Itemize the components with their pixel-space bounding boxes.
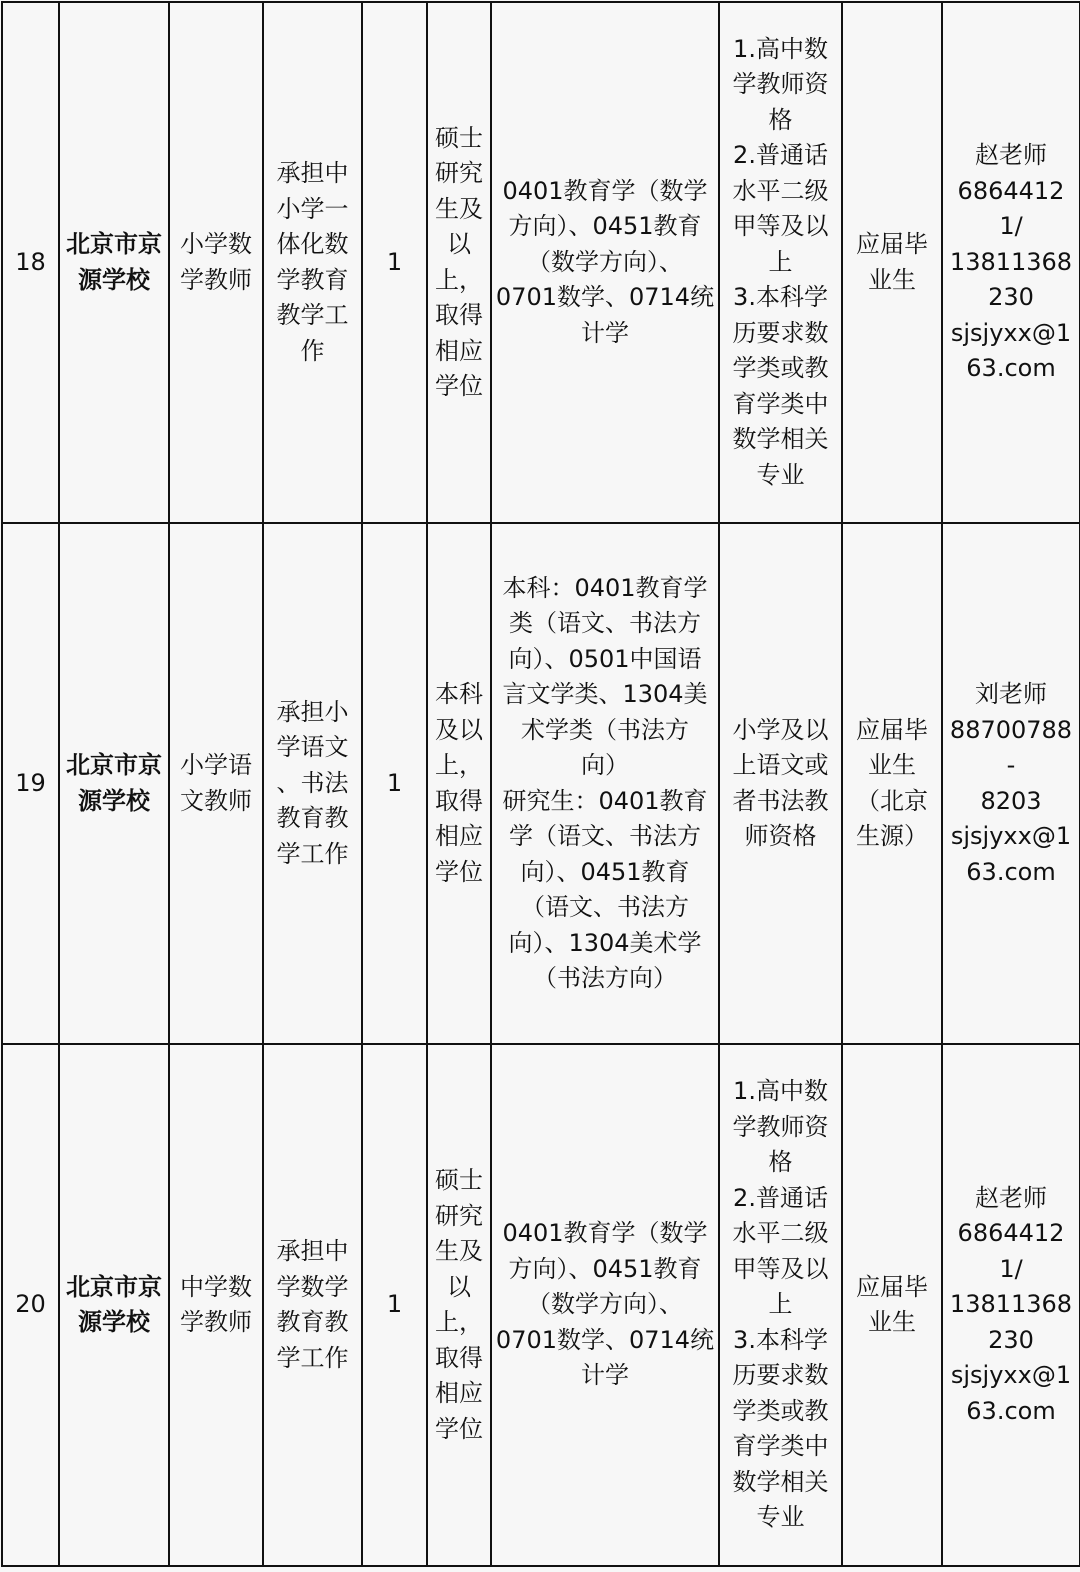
cell-line: （数学方向）、 (527, 1290, 683, 1319)
cell-line: 育学类中 (732, 389, 829, 418)
cell-line: 研究 (435, 1201, 483, 1230)
cell-line: 研究生：0401教育 (502, 786, 708, 815)
cell-line: 学教师 (180, 1308, 252, 1336)
cell-line: 赵老师 (975, 141, 1047, 170)
cell-line: sjsjyxx@1 (950, 822, 1072, 850)
duty-cell (263, 523, 362, 1044)
duty-cell (263, 2, 362, 523)
contact-cell (942, 523, 1080, 1044)
cell-line: 向） (581, 751, 629, 779)
count-cell: 1 (362, 523, 427, 1044)
duty-cell (263, 1044, 362, 1566)
cell-line: 0401教育学（数学 (502, 1219, 708, 1248)
cell-line: 230 (988, 283, 1034, 312)
cell-line: 上， (435, 265, 483, 294)
cell-line: 小学数 (180, 230, 252, 258)
cell-line: 68644121/ (957, 1219, 1065, 1283)
post-cell (169, 1044, 263, 1566)
cell-line: 应届毕 (856, 1272, 928, 1301)
cell-line: 赵老师 (975, 1183, 1047, 1212)
cell-line: 专业 (756, 1503, 805, 1532)
cell-line: 68644121/ (957, 176, 1065, 241)
education-cell (427, 523, 491, 1044)
cell-line: 历要求数 (732, 1361, 829, 1390)
cell-line: 硕士 (435, 123, 483, 152)
cell-line: sjsjyxx@1 (950, 1361, 1072, 1390)
cell-line: 研究 (435, 159, 483, 187)
cell-line: 刘老师 (975, 680, 1047, 708)
contact-cell (942, 1044, 1080, 1566)
requirements-cell (719, 2, 842, 523)
cell-line: 水平二级 (732, 1219, 829, 1248)
seq-cell: 20 (2, 1044, 59, 1566)
cell-line: 水平二级 (732, 176, 829, 205)
cell-line: 格 (768, 1148, 793, 1177)
cell-line: 生及 (435, 1237, 483, 1265)
cell-line: 者书法教 (732, 786, 829, 815)
cell-line: 学位 (435, 857, 483, 886)
requirements-cell (719, 523, 842, 1044)
cell-line: 学类或教 (732, 354, 829, 383)
cell-line: 小学语 (180, 751, 252, 779)
cell-line: 上 (768, 1290, 793, 1319)
cell-line: 学位 (435, 372, 483, 400)
cell-line: 上， (435, 751, 483, 779)
cell-line: 学教师 (180, 265, 252, 294)
post-cell (169, 2, 263, 523)
requirements-cell (719, 1044, 842, 1566)
cell-line: 应届毕 (856, 230, 928, 258)
cell-line: 师资格 (744, 822, 817, 850)
cell-line: 向）、0501中国语 (508, 644, 702, 673)
cell-line: 上， (435, 1308, 483, 1336)
cell-line: 作 (300, 336, 325, 365)
cell-line: 学工作 (276, 1343, 349, 1372)
cell-line: 63.com (966, 857, 1056, 886)
cell-line: 、书法 (276, 768, 349, 797)
table-row (2, 1044, 1080, 1566)
cell-line: 应届毕 (856, 715, 928, 744)
cell-line: 0401教育学（数学 (502, 176, 708, 205)
source-cell (842, 2, 942, 523)
cell-line: 中学数 (180, 1272, 252, 1301)
cell-line: 源学校 (78, 1308, 150, 1336)
cell-line: 230 (988, 1325, 1034, 1354)
cell-line: 学教师资 (732, 70, 829, 99)
cell-line: 计学 (581, 1361, 629, 1390)
cell-line: 计学 (581, 318, 629, 347)
cell-line: 向）、0451教育 (520, 857, 690, 886)
cell-line: 文教师 (180, 786, 252, 815)
cell-line: 源学校 (78, 265, 150, 294)
cell-line: 方向）、0451教育 (508, 1254, 702, 1283)
cell-line: 取得 (435, 301, 483, 329)
cell-line: 学（语文、书法方 (509, 822, 701, 850)
cell-line: （书法方向） (533, 964, 677, 992)
cell-line: （数学方向）、 (527, 247, 683, 276)
org-cell (59, 2, 169, 523)
cell-line: 承担中 (276, 1237, 349, 1265)
cell-line: 2.普通话 (733, 1183, 828, 1212)
cell-line: 3.本科学 (733, 1325, 828, 1354)
seq-cell: 18 (2, 2, 59, 523)
cell-line: 学位 (435, 1414, 483, 1443)
cell-line: 取得 (435, 1343, 483, 1372)
cell-line: 甲等及以 (732, 1254, 829, 1283)
cell-line: 承担中 (276, 159, 349, 187)
cell-line: 上语文或 (732, 751, 829, 779)
cell-line: 北京市京 (66, 751, 162, 779)
cell-line: 学工作 (276, 839, 349, 868)
org-cell (59, 1044, 169, 1566)
cell-line: 本科：0401教育学 (502, 573, 708, 602)
cell-line: 言文学类、1304美 (502, 680, 708, 708)
cell-line: 0701数学、0714统 (495, 283, 715, 312)
cell-line: 取得 (435, 786, 483, 815)
cell-line: 小学及以 (732, 715, 829, 744)
cell-line: 及以 (435, 715, 483, 744)
major-cell (491, 2, 719, 523)
cell-line: 8203 (980, 786, 1042, 815)
cell-line: 体化数 (276, 230, 349, 258)
cell-line: 13811368 (949, 1290, 1073, 1319)
source-cell (842, 1044, 942, 1566)
cell-line: 0701数学、0714统 (495, 1325, 715, 1354)
cell-line: 育学类中 (732, 1432, 829, 1461)
cell-line: 数学相关 (732, 1467, 829, 1496)
major-cell (491, 523, 719, 1044)
cell-line: 向）、1304美术学 (508, 928, 702, 957)
cell-line: 学数学 (276, 1272, 349, 1301)
cell-line: 术学类（书法方 (521, 715, 689, 744)
cell-line: 格 (768, 105, 793, 134)
cell-line: 生及 (435, 194, 483, 223)
cell-line: 以 (447, 1272, 471, 1301)
cell-line: 类（语文、书法方 (509, 609, 701, 637)
cell-line: 业生 (868, 1308, 916, 1336)
cell-line: （语文、书法方 (521, 893, 689, 921)
cell-line: 业生 (868, 265, 916, 294)
count-cell: 1 (362, 1044, 427, 1566)
cell-line: 3.本科学 (733, 283, 828, 312)
cell-line: 学类或教 (732, 1396, 829, 1425)
cell-line: 源学校 (78, 786, 150, 815)
cell-line: 学语文 (276, 733, 349, 762)
cell-line: 本科 (435, 680, 483, 708)
cell-line: 1.高中数 (733, 34, 828, 63)
education-cell (427, 1044, 491, 1566)
cell-line: 生源） (856, 822, 928, 850)
cell-line: 相应 (435, 1379, 483, 1407)
org-cell (59, 523, 169, 1044)
cell-line: 方向）、0451教育 (508, 212, 702, 241)
cell-line: 63.com (966, 354, 1056, 383)
cell-line: 数学相关 (732, 425, 829, 454)
cell-line: 13811368 (949, 247, 1073, 276)
cell-line: 2.普通话 (733, 141, 828, 170)
cell-line: 教学工 (276, 301, 349, 329)
cell-line: （北京 (856, 786, 928, 815)
major-cell (491, 1044, 719, 1566)
cell-line: 教育教 (276, 1308, 349, 1336)
cell-line: 相应 (435, 336, 483, 365)
recruitment-table (1, 1, 1080, 1567)
cell-line: 1.高中数 (733, 1077, 828, 1106)
cell-line: 甲等及以 (732, 212, 829, 241)
cell-line: 以 (447, 230, 471, 258)
cell-line: 历要求数 (732, 318, 829, 347)
seq-cell: 19 (2, 523, 59, 1044)
cell-line: 63.com (966, 1396, 1056, 1425)
cell-line: 学教育 (276, 265, 349, 294)
education-cell (427, 2, 491, 523)
cell-line: 教育教 (276, 804, 349, 833)
table-row (2, 2, 1080, 523)
contact-cell (942, 2, 1080, 523)
cell-line: 北京市京 (66, 230, 162, 258)
cell-line: 学教师资 (732, 1112, 829, 1141)
cell-line: 业生 (868, 751, 916, 779)
table-row (2, 523, 1080, 1044)
count-cell: 1 (362, 2, 427, 523)
cell-line: 硕士 (435, 1166, 483, 1194)
cell-line: 承担小 (276, 697, 349, 726)
post-cell (169, 523, 263, 1044)
cell-line: 上 (768, 247, 793, 276)
cell-line: 专业 (756, 460, 805, 489)
cell-line: 北京市京 (66, 1272, 162, 1301)
cell-line: 相应 (435, 822, 483, 850)
cell-line: 小学一 (276, 194, 349, 223)
cell-line: 88700788- (949, 715, 1073, 779)
cell-line: sjsjyxx@1 (950, 318, 1072, 347)
source-cell (842, 523, 942, 1044)
